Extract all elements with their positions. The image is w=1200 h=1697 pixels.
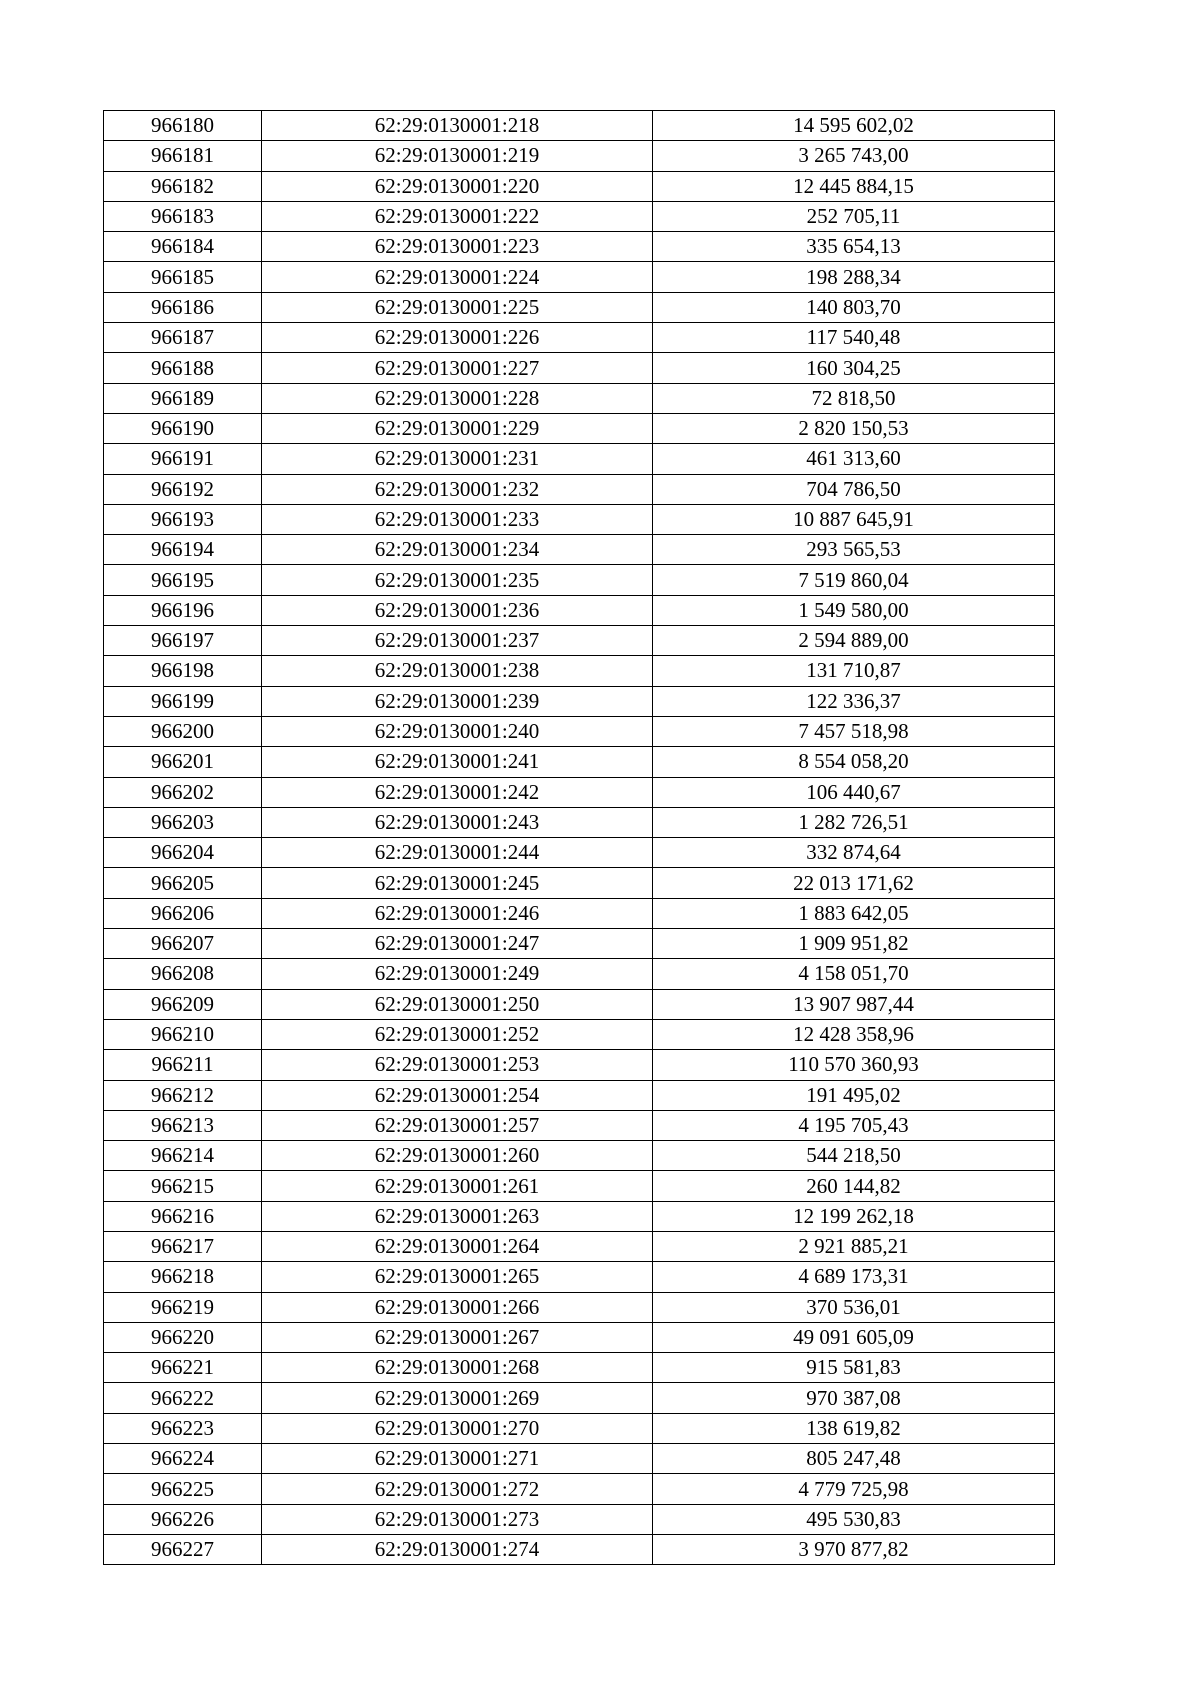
cadastral-number-cell: 62:29:0130001:235 xyxy=(262,565,653,595)
table-row xyxy=(104,232,1055,262)
cadastral-value-cell: 335 654,13 xyxy=(653,232,1055,262)
row-number-cell: 966211 xyxy=(104,1050,262,1080)
cadastral-number-cell: 62:29:0130001:249 xyxy=(262,959,653,989)
row-number-cell: 966181 xyxy=(104,141,262,171)
cadastral-value-cell: 49 091 605,09 xyxy=(653,1322,1055,1352)
cadastral-number-cell: 62:29:0130001:267 xyxy=(262,1322,653,1352)
row-number-cell: 966225 xyxy=(104,1474,262,1504)
row-number-cell: 966215 xyxy=(104,1171,262,1201)
row-number-cell: 966193 xyxy=(104,504,262,534)
row-number-cell: 966196 xyxy=(104,595,262,625)
table-row xyxy=(104,868,1055,898)
row-number-cell: 966185 xyxy=(104,262,262,292)
cadastral-number-cell: 62:29:0130001:237 xyxy=(262,626,653,656)
row-number-cell: 966210 xyxy=(104,1019,262,1049)
table-row xyxy=(104,1110,1055,1140)
cadastral-number-cell: 62:29:0130001:271 xyxy=(262,1444,653,1474)
table-row xyxy=(104,716,1055,746)
cadastral-value-cell: 4 158 051,70 xyxy=(653,959,1055,989)
cadastral-number-cell: 62:29:0130001:239 xyxy=(262,686,653,716)
cadastral-number-cell: 62:29:0130001:264 xyxy=(262,1231,653,1261)
row-number-cell: 966206 xyxy=(104,898,262,928)
row-number-cell: 966183 xyxy=(104,201,262,231)
cadastral-number-cell: 62:29:0130001:269 xyxy=(262,1383,653,1413)
row-number-cell: 966198 xyxy=(104,656,262,686)
cadastral-value-cell: 4 779 725,98 xyxy=(653,1474,1055,1504)
table-row xyxy=(104,413,1055,443)
cadastral-value-cell: 191 495,02 xyxy=(653,1080,1055,1110)
row-number-cell: 966227 xyxy=(104,1534,262,1564)
cadastral-value-cell: 110 570 360,93 xyxy=(653,1050,1055,1080)
row-number-cell: 966180 xyxy=(104,111,262,141)
row-number-cell: 966224 xyxy=(104,1444,262,1474)
row-number-cell: 966221 xyxy=(104,1353,262,1383)
table-row xyxy=(104,595,1055,625)
cadastral-value-cell: 970 387,08 xyxy=(653,1383,1055,1413)
table-row xyxy=(104,626,1055,656)
cadastral-value-cell: 131 710,87 xyxy=(653,656,1055,686)
cadastral-number-cell: 62:29:0130001:220 xyxy=(262,171,653,201)
table-row xyxy=(104,1201,1055,1231)
row-number-cell: 966184 xyxy=(104,232,262,262)
table-row xyxy=(104,323,1055,353)
cadastral-number-cell: 62:29:0130001:263 xyxy=(262,1201,653,1231)
table-row xyxy=(104,1262,1055,1292)
table-row xyxy=(104,686,1055,716)
cadastral-number-cell: 62:29:0130001:254 xyxy=(262,1080,653,1110)
cadastral-number-cell: 62:29:0130001:274 xyxy=(262,1534,653,1564)
cadastral-number-cell: 62:29:0130001:257 xyxy=(262,1110,653,1140)
row-number-cell: 966200 xyxy=(104,716,262,746)
table-row xyxy=(104,807,1055,837)
cadastral-value-cell: 12 445 884,15 xyxy=(653,171,1055,201)
cadastral-value-cell: 1 909 951,82 xyxy=(653,929,1055,959)
cadastral-value-cell: 106 440,67 xyxy=(653,777,1055,807)
table-row xyxy=(104,474,1055,504)
cadastral-number-cell: 62:29:0130001:266 xyxy=(262,1292,653,1322)
cadastral-value-cell: 544 218,50 xyxy=(653,1141,1055,1171)
cadastral-value-cell: 12 428 358,96 xyxy=(653,1019,1055,1049)
table-row xyxy=(104,1534,1055,1564)
table-row xyxy=(104,504,1055,534)
cadastral-value-cell: 4 195 705,43 xyxy=(653,1110,1055,1140)
table-row xyxy=(104,383,1055,413)
cadastral-value-cell: 7 519 860,04 xyxy=(653,565,1055,595)
cadastral-number-cell: 62:29:0130001:229 xyxy=(262,413,653,443)
cadastral-value-cell: 4 689 173,31 xyxy=(653,1262,1055,1292)
table-row xyxy=(104,929,1055,959)
row-number-cell: 966214 xyxy=(104,1141,262,1171)
cadastral-number-cell: 62:29:0130001:227 xyxy=(262,353,653,383)
table-row xyxy=(104,1504,1055,1534)
row-number-cell: 966197 xyxy=(104,626,262,656)
cadastral-number-cell: 62:29:0130001:250 xyxy=(262,989,653,1019)
row-number-cell: 966226 xyxy=(104,1504,262,1534)
table-row xyxy=(104,838,1055,868)
cadastral-value-table xyxy=(103,110,1055,1565)
cadastral-number-cell: 62:29:0130001:234 xyxy=(262,535,653,565)
table-row xyxy=(104,777,1055,807)
row-number-cell: 966219 xyxy=(104,1292,262,1322)
table-row xyxy=(104,262,1055,292)
cadastral-number-cell: 62:29:0130001:261 xyxy=(262,1171,653,1201)
table-row xyxy=(104,1292,1055,1322)
row-number-cell: 966209 xyxy=(104,989,262,1019)
cadastral-value-cell: 138 619,82 xyxy=(653,1413,1055,1443)
cadastral-value-cell: 7 457 518,98 xyxy=(653,716,1055,746)
table-row xyxy=(104,353,1055,383)
table-row xyxy=(104,898,1055,928)
cadastral-number-cell: 62:29:0130001:253 xyxy=(262,1050,653,1080)
cadastral-number-cell: 62:29:0130001:268 xyxy=(262,1353,653,1383)
table-row xyxy=(104,201,1055,231)
cadastral-number-cell: 62:29:0130001:231 xyxy=(262,444,653,474)
cadastral-value-cell: 495 530,83 xyxy=(653,1504,1055,1534)
row-number-cell: 966199 xyxy=(104,686,262,716)
cadastral-number-cell: 62:29:0130001:228 xyxy=(262,383,653,413)
cadastral-value-cell: 2 921 885,21 xyxy=(653,1231,1055,1261)
cadastral-number-cell: 62:29:0130001:245 xyxy=(262,868,653,898)
row-number-cell: 966189 xyxy=(104,383,262,413)
cadastral-number-cell: 62:29:0130001:243 xyxy=(262,807,653,837)
row-number-cell: 966223 xyxy=(104,1413,262,1443)
cadastral-value-cell: 704 786,50 xyxy=(653,474,1055,504)
row-number-cell: 966204 xyxy=(104,838,262,868)
cadastral-value-cell: 198 288,34 xyxy=(653,262,1055,292)
table-row xyxy=(104,747,1055,777)
cadastral-value-cell: 252 705,11 xyxy=(653,201,1055,231)
cadastral-value-cell: 1 549 580,00 xyxy=(653,595,1055,625)
row-number-cell: 966192 xyxy=(104,474,262,504)
cadastral-value-cell: 13 907 987,44 xyxy=(653,989,1055,1019)
row-number-cell: 966213 xyxy=(104,1110,262,1140)
cadastral-value-cell: 10 887 645,91 xyxy=(653,504,1055,534)
row-number-cell: 966202 xyxy=(104,777,262,807)
row-number-cell: 966222 xyxy=(104,1383,262,1413)
cadastral-number-cell: 62:29:0130001:224 xyxy=(262,262,653,292)
table-row xyxy=(104,292,1055,322)
cadastral-number-cell: 62:29:0130001:222 xyxy=(262,201,653,231)
row-number-cell: 966220 xyxy=(104,1322,262,1352)
table-row xyxy=(104,1050,1055,1080)
table-row xyxy=(104,141,1055,171)
cadastral-value-cell: 22 013 171,62 xyxy=(653,868,1055,898)
cadastral-value-cell: 2 820 150,53 xyxy=(653,413,1055,443)
table-row xyxy=(104,444,1055,474)
row-number-cell: 966217 xyxy=(104,1231,262,1261)
cadastral-number-cell: 62:29:0130001:218 xyxy=(262,111,653,141)
row-number-cell: 966216 xyxy=(104,1201,262,1231)
cadastral-number-cell: 62:29:0130001:270 xyxy=(262,1413,653,1443)
table-row xyxy=(104,1171,1055,1201)
cadastral-number-cell: 62:29:0130001:260 xyxy=(262,1141,653,1171)
row-number-cell: 966190 xyxy=(104,413,262,443)
row-number-cell: 966195 xyxy=(104,565,262,595)
table-row xyxy=(104,1444,1055,1474)
table-row xyxy=(104,565,1055,595)
cadastral-value-cell: 461 313,60 xyxy=(653,444,1055,474)
table-body xyxy=(104,111,1055,1565)
cadastral-number-cell: 62:29:0130001:265 xyxy=(262,1262,653,1292)
cadastral-value-cell: 160 304,25 xyxy=(653,353,1055,383)
table-row xyxy=(104,535,1055,565)
row-number-cell: 966191 xyxy=(104,444,262,474)
table-row xyxy=(104,989,1055,1019)
cadastral-number-cell: 62:29:0130001:236 xyxy=(262,595,653,625)
table-row xyxy=(104,1231,1055,1261)
table-row xyxy=(104,1383,1055,1413)
cadastral-number-cell: 62:29:0130001:273 xyxy=(262,1504,653,1534)
row-number-cell: 966208 xyxy=(104,959,262,989)
row-number-cell: 966182 xyxy=(104,171,262,201)
table-row xyxy=(104,1474,1055,1504)
table-row xyxy=(104,1413,1055,1443)
cadastral-number-cell: 62:29:0130001:226 xyxy=(262,323,653,353)
cadastral-value-cell: 293 565,53 xyxy=(653,535,1055,565)
table-row xyxy=(104,656,1055,686)
cadastral-number-cell: 62:29:0130001:247 xyxy=(262,929,653,959)
cadastral-value-cell: 805 247,48 xyxy=(653,1444,1055,1474)
cadastral-number-cell: 62:29:0130001:240 xyxy=(262,716,653,746)
cadastral-number-cell: 62:29:0130001:238 xyxy=(262,656,653,686)
row-number-cell: 966201 xyxy=(104,747,262,777)
cadastral-number-cell: 62:29:0130001:232 xyxy=(262,474,653,504)
table-row xyxy=(104,171,1055,201)
cadastral-number-cell: 62:29:0130001:252 xyxy=(262,1019,653,1049)
cadastral-value-cell: 14 595 602,02 xyxy=(653,111,1055,141)
cadastral-value-cell: 140 803,70 xyxy=(653,292,1055,322)
cadastral-value-cell: 117 540,48 xyxy=(653,323,1055,353)
cadastral-value-cell: 3 970 877,82 xyxy=(653,1534,1055,1564)
cadastral-number-cell: 62:29:0130001:246 xyxy=(262,898,653,928)
cadastral-value-cell: 332 874,64 xyxy=(653,838,1055,868)
row-number-cell: 966218 xyxy=(104,1262,262,1292)
cadastral-value-cell: 122 336,37 xyxy=(653,686,1055,716)
cadastral-value-cell: 12 199 262,18 xyxy=(653,1201,1055,1231)
table-row xyxy=(104,959,1055,989)
cadastral-value-cell: 370 536,01 xyxy=(653,1292,1055,1322)
cadastral-number-cell: 62:29:0130001:219 xyxy=(262,141,653,171)
table-row xyxy=(104,1080,1055,1110)
cadastral-number-cell: 62:29:0130001:233 xyxy=(262,504,653,534)
row-number-cell: 966212 xyxy=(104,1080,262,1110)
row-number-cell: 966187 xyxy=(104,323,262,353)
row-number-cell: 966188 xyxy=(104,353,262,383)
cadastral-number-cell: 62:29:0130001:223 xyxy=(262,232,653,262)
cadastral-value-cell: 8 554 058,20 xyxy=(653,747,1055,777)
row-number-cell: 966205 xyxy=(104,868,262,898)
cadastral-number-cell: 62:29:0130001:241 xyxy=(262,747,653,777)
cadastral-number-cell: 62:29:0130001:242 xyxy=(262,777,653,807)
row-number-cell: 966194 xyxy=(104,535,262,565)
cadastral-number-cell: 62:29:0130001:244 xyxy=(262,838,653,868)
cadastral-number-cell: 62:29:0130001:272 xyxy=(262,1474,653,1504)
cadastral-value-cell: 72 818,50 xyxy=(653,383,1055,413)
row-number-cell: 966207 xyxy=(104,929,262,959)
cadastral-value-cell: 915 581,83 xyxy=(653,1353,1055,1383)
cadastral-value-cell: 1 282 726,51 xyxy=(653,807,1055,837)
row-number-cell: 966203 xyxy=(104,807,262,837)
table-row xyxy=(104,1353,1055,1383)
cadastral-value-cell: 3 265 743,00 xyxy=(653,141,1055,171)
cadastral-value-cell: 1 883 642,05 xyxy=(653,898,1055,928)
table-row xyxy=(104,1141,1055,1171)
cadastral-value-cell: 2 594 889,00 xyxy=(653,626,1055,656)
table-row xyxy=(104,1322,1055,1352)
table-row xyxy=(104,111,1055,141)
row-number-cell: 966186 xyxy=(104,292,262,322)
cadastral-number-cell: 62:29:0130001:225 xyxy=(262,292,653,322)
table-row xyxy=(104,1019,1055,1049)
cadastral-value-cell: 260 144,82 xyxy=(653,1171,1055,1201)
